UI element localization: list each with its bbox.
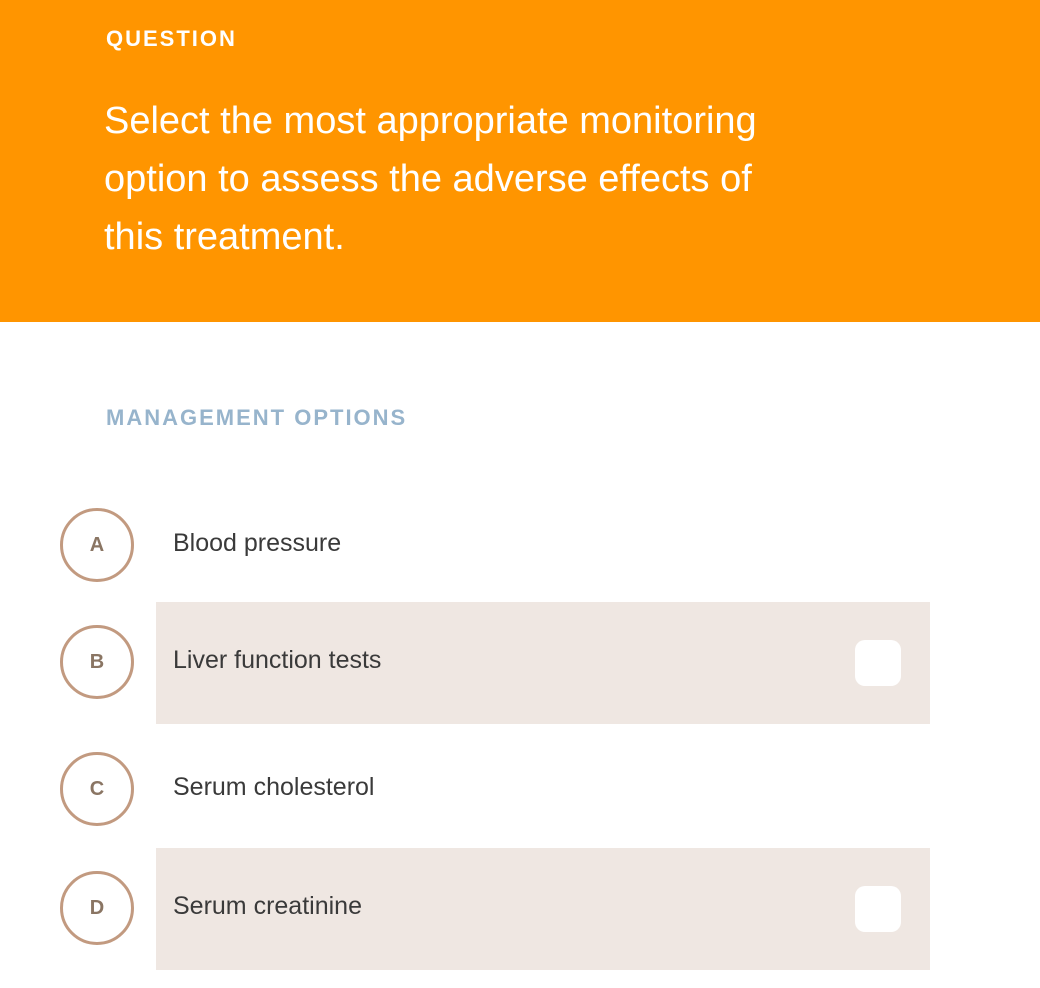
option-label[interactable]: Serum creatinine xyxy=(173,892,362,920)
question-text: Select the most appropriate monitoring option to assess the adverse effects of this treatment. xyxy=(104,100,757,258)
option-letter-circle[interactable]: B xyxy=(60,625,134,699)
option-checkbox[interactable] xyxy=(855,640,901,686)
option-c[interactable] xyxy=(0,729,1040,851)
option-b[interactable] xyxy=(0,602,1040,724)
option-label[interactable]: Blood pressure xyxy=(173,529,342,557)
option-checkbox[interactable] xyxy=(855,886,901,932)
management-options-heading: MANAGEMENT OPTIONS xyxy=(106,405,408,430)
option-label[interactable]: Liver function tests xyxy=(173,646,382,674)
question-header xyxy=(0,0,1040,322)
option-letter-circle[interactable]: C xyxy=(60,752,134,826)
option-d[interactable] xyxy=(0,848,1040,970)
option-letter-circle[interactable]: D xyxy=(60,871,134,945)
option-a[interactable] xyxy=(0,485,1040,607)
question-label: QUESTION xyxy=(106,26,237,51)
option-label[interactable]: Serum cholesterol xyxy=(173,773,375,801)
option-letter-circle[interactable]: A xyxy=(60,508,134,582)
